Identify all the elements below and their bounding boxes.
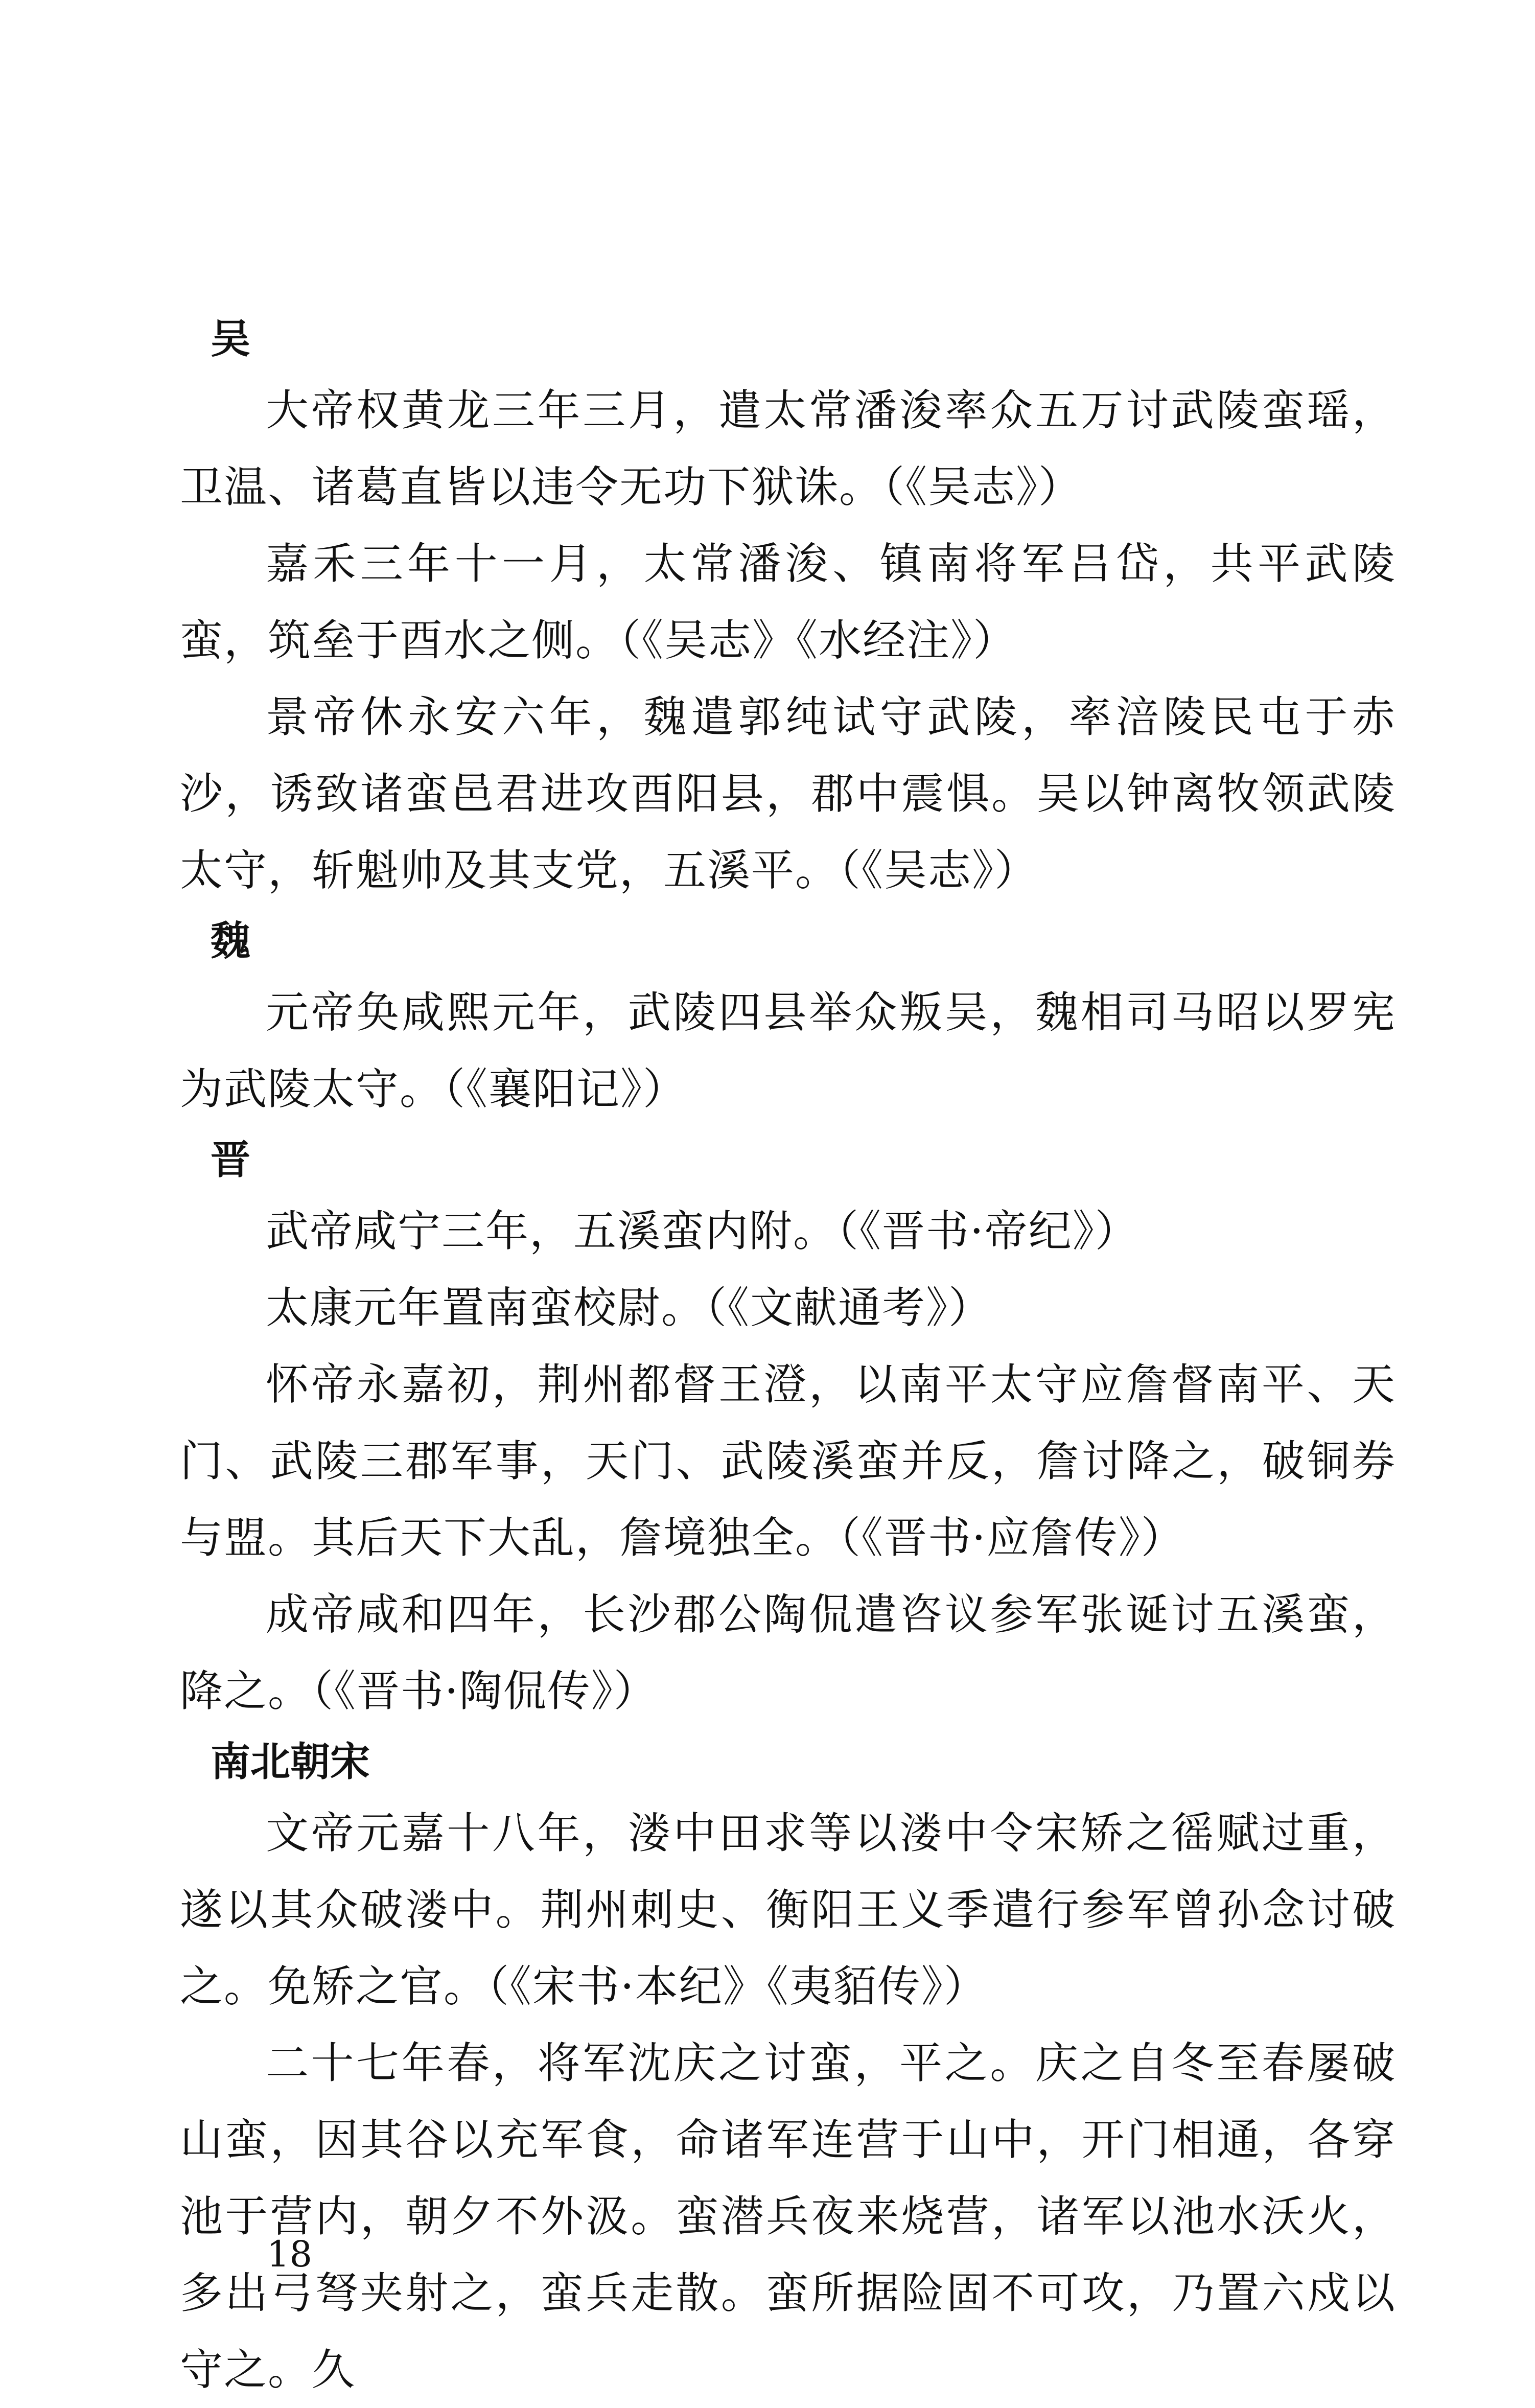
paragraph: 二十七年春，将军沈庆之讨蛮，平之。庆之自冬至春屡破山蛮，因其谷以充军食，命诸军连营于山中，开门相通，各穿池于营内，朝夕不外汲。蛮潜兵夜来烧营，诸军以池水沃火，多出弓弩夹射之，蛮兵走散。蛮所据险固不可攻，乃置六戍以守之。久 [180,2038,1396,2395]
paragraph: 元帝奂咸熙元年，武陵四县举众叛吴，魏相司马昭以罗宪为武陵太守。（《襄阳记》） [180,987,1396,1114]
paragraph: 怀帝永嘉初，荆州都督王澄，以南平太守应詹督南平、天门、武陵三郡军事，天门、武陵溪蛮并反，詹讨降之，破铜券与盟。其后天下大乱，詹境独全。（《晋书·应詹传》） [180,1359,1396,1563]
section-jin [180,1127,1396,1729]
paragraph: 太康元年置南蛮校尉。（《文献通考》） [266,1283,993,1333]
page-body [180,307,1396,2408]
paragraph: 文帝元嘉十八年，溇中田求等以溇中令宋矫之徭赋过重，遂以其众破溇中。荆州刺史、衡阳王义季遣行参军曾孙念讨破之。免矫之官。（《宋书·本纪》《夷貊传》） [180,1808,1396,2011]
section-wu [180,307,1396,909]
paragraph: 武帝咸宁三年，五溪蛮内附。（《晋书·帝纪》） [266,1206,1139,1256]
section-heading: 晋 [211,1137,251,1183]
paragraph: 嘉禾三年十一月，太常潘浚、镇南将军吕岱，共平武陵蛮，筑垒于酉水之侧。（《吴志》《水经注》） [180,539,1396,665]
section-heading: 南北朝宋 [211,1739,370,1785]
section-heading: 魏 [211,918,251,964]
paragraph: 成帝咸和四年，长沙郡公陶侃遣咨议参军张诞讨五溪蛮，降之。（《晋书·陶侃传》） [180,1589,1396,1716]
section-heading: 吴 [211,316,251,362]
section-song [180,1729,1396,2408]
section-wei [180,909,1396,1127]
paragraph: 大帝权黄龙三年三月，遣太常潘浚率众五万讨武陵蛮瑶，卫温、诸葛直皆以违令无功下狱诛。（《吴志》） [180,385,1396,512]
page-number: 18 [267,2233,313,2275]
paragraph: 景帝休永安六年，魏遣郭纯试守武陵，率涪陵民屯于赤沙，诱致诸蛮邑君进攻酉阳县，郡中震惧。吴以钟离牧领武陵太守，斩魁帅及其支党，五溪平。（《吴志》） [180,692,1396,895]
